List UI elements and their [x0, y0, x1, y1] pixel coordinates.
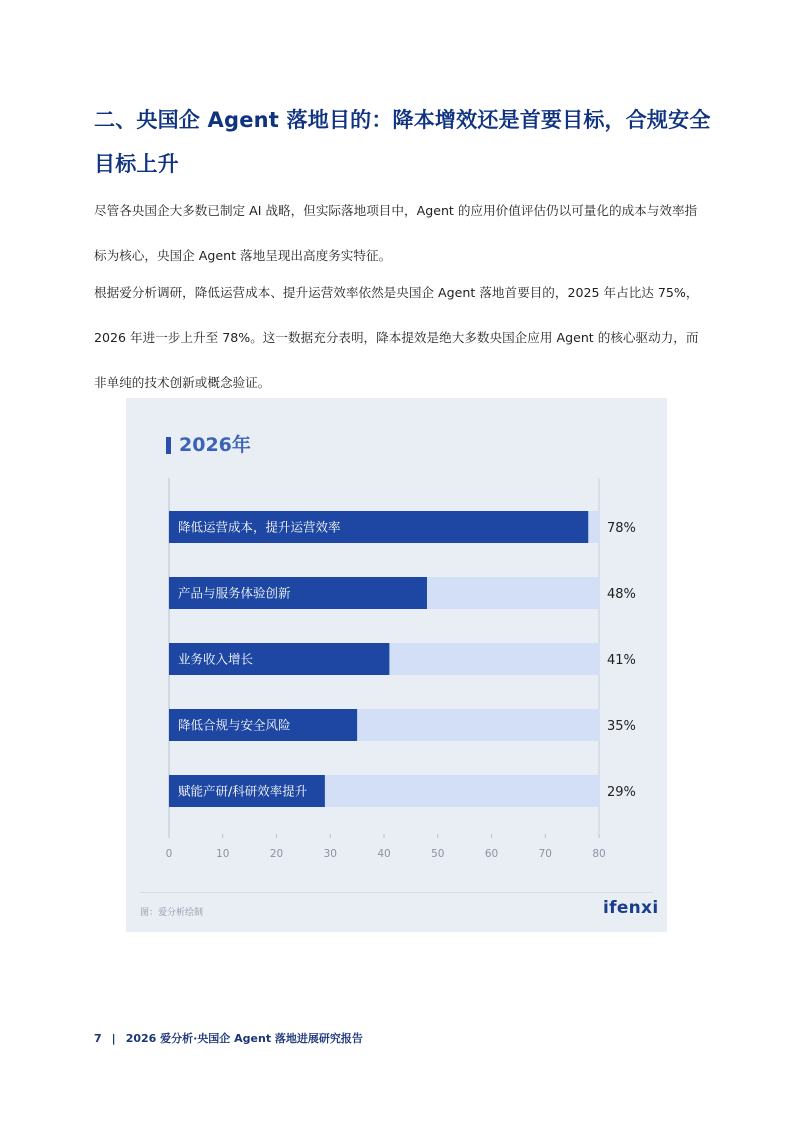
bar-value-label: 35%	[607, 719, 636, 734]
report-title: 2026 爱分析·央国企 Agent 落地进展研究报告	[125, 1032, 363, 1045]
x-tick-label: 80	[592, 848, 606, 860]
chart-divider	[140, 892, 653, 893]
bar-value-label: 78%	[607, 521, 636, 536]
bar-value-label: 41%	[607, 653, 636, 668]
body-paragraph-2: 根据爱分析调研，降低运营成本、提升运营效率依然是央国企 Agent 落地首要目的，2025 年占比达 75%，2026 年进一步上升至 78%。这一数据充分表明，降本提效是绝大多数央国企应用 Agent 的核心驱动力，而非单纯的技术创新或概念验证。	[94, 285, 699, 390]
chart-title: 2026年	[179, 434, 251, 456]
page-number: 7	[94, 1032, 102, 1045]
body-paragraph-1: 尽管各央国企大多数已制定 AI 战略，但实际落地项目中，Agent 的应用价值评估仍以可量化的成本与效率指标为核心，央国企 Agent 落地呈现出高度务实特征。	[94, 203, 698, 263]
chart-source: 图：爱分析绘制	[140, 908, 204, 918]
x-tick-label: 0	[165, 848, 173, 860]
x-tick-label: 30	[323, 848, 337, 860]
bar-category-label: 降低运营成本，提升运营效率	[178, 519, 341, 535]
section-heading: 二、央国企 Agent 落地目的：降本增效还是首要目标，合规安全目标上升	[94, 108, 711, 176]
bar-category-label: 产品与服务体验创新	[178, 585, 291, 601]
bar-category-label: 降低合规与安全风险	[178, 717, 291, 733]
bar-chart	[126, 470, 667, 870]
bar-category-label: 赋能产研/科研效率提升	[178, 783, 308, 799]
footer-separator: |	[111, 1032, 116, 1045]
x-tick-label: 60	[484, 848, 499, 860]
bar-value-label: 29%	[607, 785, 636, 800]
x-tick-label: 50	[431, 848, 445, 860]
bar-value-label: 48%	[607, 587, 636, 602]
chart-title-marker	[166, 437, 171, 454]
x-tick-label: 70	[538, 848, 552, 860]
x-tick-label: 10	[216, 848, 230, 860]
bar-category-label: 业务收入增长	[178, 651, 254, 667]
x-tick-label: 40	[377, 848, 391, 860]
ifenxi-logo: ifenxi	[603, 898, 659, 918]
x-tick-label: 20	[269, 848, 284, 860]
page-footer	[94, 1030, 363, 1046]
